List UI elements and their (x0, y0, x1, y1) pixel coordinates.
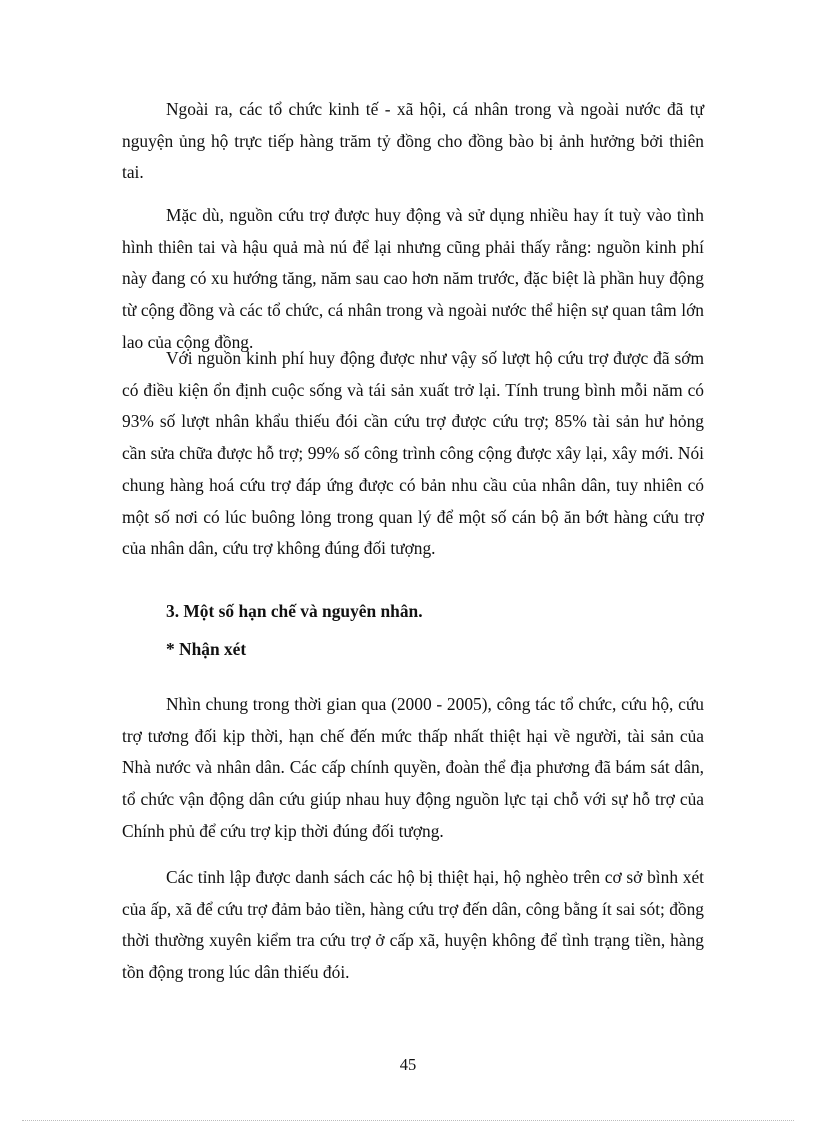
paragraph-relief-sources: Mặc dù, nguồn cứu trợ được huy động và sử dụng nhiều hay ít tuỳ vào tình hình thiên tai và hậu quả mà nú để lại nhưng cũng phải thấy rằng: nguồn kinh phí này đang có xu hướng tăng, năm sau cao hơn năm trước, đặc biệt là phần huy động từ cộng đồng và các tổ chức, cá nhân trong và ngoài nước thể hiện sự quan tâm lớn lao của cộng đồng. (122, 205, 704, 352)
paragraph-provinces: Các tỉnh lập được danh sách các hộ bị thiệt hại, hộ nghèo trên cơ sở bình xét của ấp, xã để cứu trợ đảm bảo tiền, hàng cứu trợ đến dân, công bằng ít sai sót; đồng thời thường xuyên kiểm tra cứu trợ ở cấp xã, huyện không để tình trạng tiền, hàng tồn động trong lúc dân thiếu đói. (122, 867, 704, 983)
paragraph-donations: Ngoài ra, các tổ chức kinh tế - xã hội, cá nhân trong và ngoài nước đã tự nguyện ủng hộ trực tiếp hàng trăm tỷ đồng cho đồng bào bị ảnh hưởng bởi thiên tai. (122, 99, 704, 183)
paragraph-relief-results: Với nguồn kinh phí huy động được như vậy số lượt hộ cứu trợ được đã sớm có điều kiện ổn định cuộc sống và tái sản xuất trở lại. Tính trung bình mỗi năm có 93% số lượt nhân khẩu thiếu đói cần cứu trợ được cứu trợ; 85% tài sản hư hỏng cần sửa chữa được hỗ trợ; 99% số công trình công cộng được xây lại, xây mới. Nói chung hàng hoá cứu trợ đáp ứng được có bản nhu cầu của nhân dân, tuy nhiên có một số nơi có lúc buông lỏng trong quan lý để một số cán bộ ăn bớt hàng cứu trợ của nhân dân, cứu trợ không đúng đối tượng. (122, 348, 704, 559)
subheading-remarks: * Nhận xét (166, 639, 247, 659)
page-number: 45 (399, 1055, 417, 1074)
section-heading: 3. Một số hạn chế và nguyên nhân. (166, 601, 423, 621)
paragraph-overview: Nhìn chung trong thời gian qua (2000 - 2005), công tác tổ chức, cứu hộ, cứu trợ tương đối kịp thời, hạn chế đến mức thấp nhất thiệt hại về người, tài sản của Nhà nước và nhân dân. Các cấp chính quyền, đoàn thể địa phương đã bám sát dân, tổ chức vận động dân cứu giúp nhau huy động nguồn lực tại chỗ với sự hỗ trợ của Chính phủ để cứu trợ kịp thời đúng đối tượng. (122, 694, 704, 841)
page-bottom-divider (22, 1120, 794, 1121)
